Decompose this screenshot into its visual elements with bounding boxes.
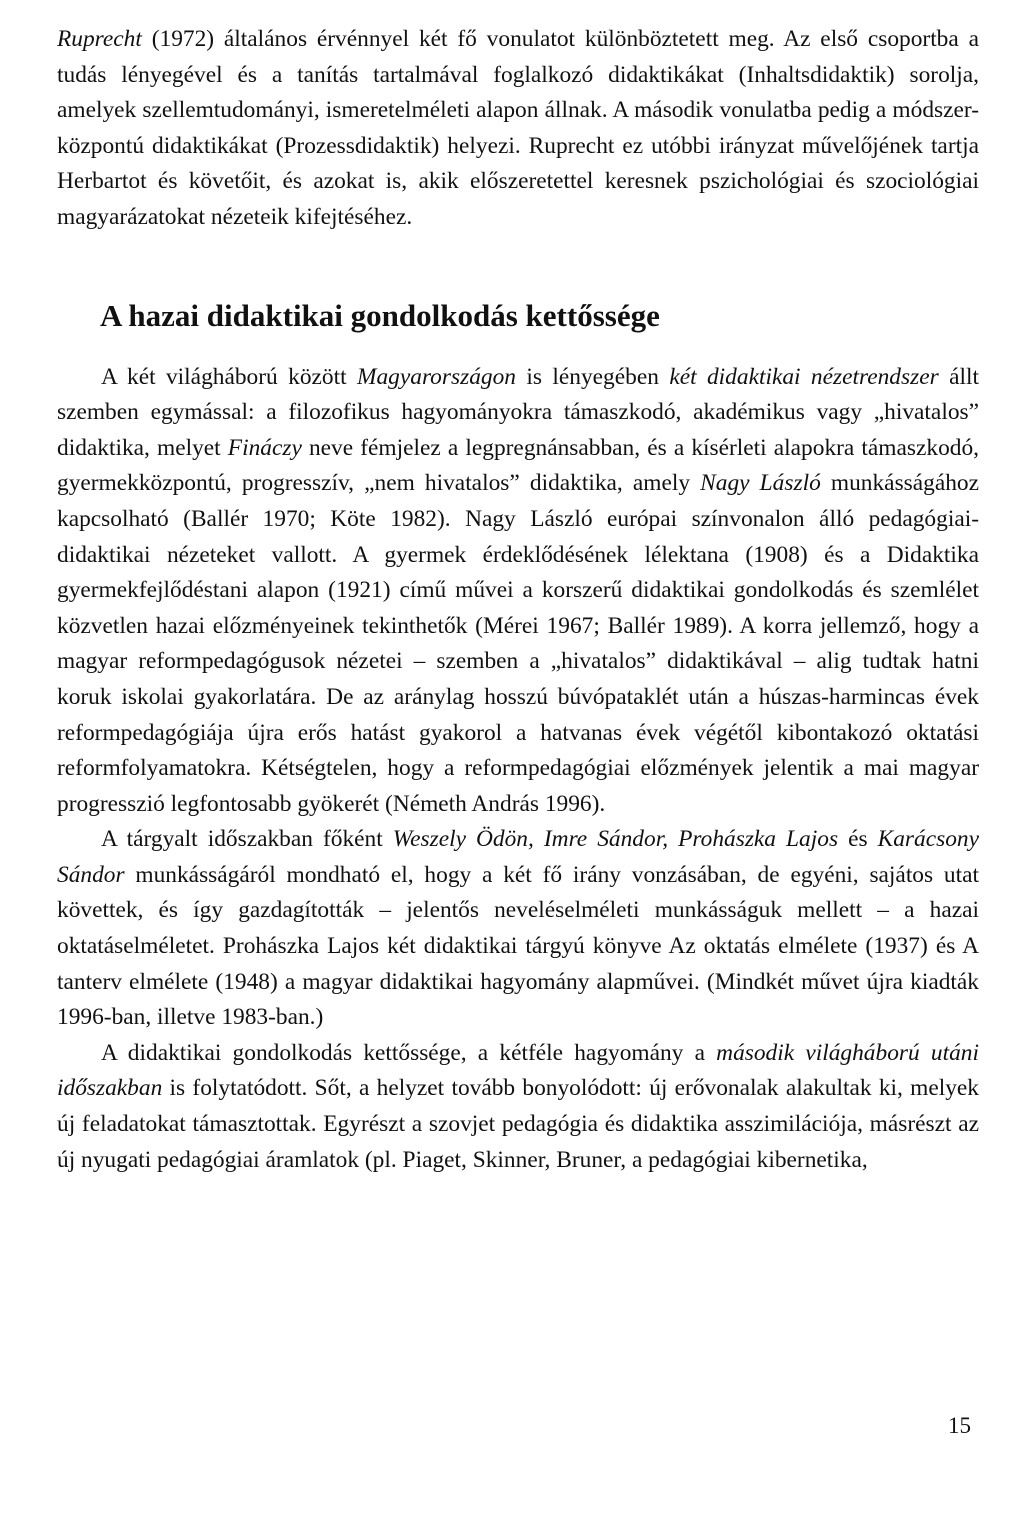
paragraph-1 xyxy=(57,22,979,236)
paragraph-3 xyxy=(57,822,979,1036)
paragraph-2 xyxy=(57,360,979,823)
text-run: A tárgyalt időszakban főként xyxy=(101,826,393,853)
text-run: is folytatódott. Sőt, a helyzet tovább bonyolódott: új erővonalak alakultak ki, melyek új feladatokat támasztottak. Egyrészt a szovjet pedagógia és didaktika asszimilációja, másrészt az új nyugati pedagógiai áramlatok (pl. Piaget, Skinner, Bruner, a pedagógiai kibernetika, xyxy=(57,1075,979,1173)
paragraph-4 xyxy=(57,1036,979,1178)
text-run: A két világháború között xyxy=(101,363,357,390)
text-run: neve fémjelez a legpregnánsabban, és a kísérleti alapokra támaszkodó, gyermekközpontú, progresszív, „nem hivatalos” didaktika, amely xyxy=(57,434,979,497)
text-run: is lényegében xyxy=(515,363,670,390)
page-body xyxy=(57,22,979,1178)
italic-text: Fináczy xyxy=(227,434,302,461)
italic-text: Ruprecht xyxy=(57,26,142,52)
text-run: munkásságáról mondható el, hogy a két fő irány vonzásában, de egyéni, sajátos utat követtek, és így gazdagították – jelentős neveléselméleti munkásságuk mellett – a hazai oktatáselméletet. Prohászka Lajos két didaktikai tárgyú könyve Az oktatás elmélete (1937) és A tanterv elmélete (1948) a magyar didaktikai hagyomány alapművei. (Mindkét művet újra kiadták 1996-ban, illetve 1983-ban.) xyxy=(57,861,979,1031)
italic-text: második világháború utáni időszakban xyxy=(57,1039,979,1102)
section-heading: A hazai didaktikai gondolkodás kettőssége xyxy=(100,297,660,333)
page-number: 15 xyxy=(948,1413,971,1438)
italic-text: Magyarországon xyxy=(357,363,516,390)
italic-text: Weszely Ödön, Imre Sándor, Prohászka Lajos xyxy=(392,826,839,853)
italic-text: Karácsony Sándor xyxy=(57,826,979,888)
italic-text: Nagy László xyxy=(700,470,821,497)
text-run: munkásságához kapcsolható (Ballér 1970; Köte 1982). Nagy László európai színvonalon álló pedagógiai-didaktikai nézeteket vallott. A gyermek érdeklődésének lélektana (1908) és a Didaktika gyermekfejlődéstani alapon (1921) című művei a korszerű didaktikai gondolkodás és szemlélet közvetlen hazai előzményeinek tekinthetők (Mérei 1967; Ballér 1989). A korra jellemző, hogy a magyar reformpedagógusok nézetei – szemben a „hivatalos” didaktikával – alig tudtak hatni koruk iskolai gyakorlatára. De az aránylag hosszú búvópataklét után a húszas-harmincas évek reformpedagógiája újra erős hatást gyakorol a hatvanas évek végétől kibontakozó oktatási reformfolyamatokra. Kétségtelen, hogy a reformpedagógiai előzmények jelentik a mai magyar progresszió legfontosabb gyökerét (Németh András 1996). xyxy=(57,470,980,817)
text-run: állt szemben egymással: a filozofikus hagyományokra támaszkodó, akadémikus vagy „hivatalos” didaktika, melyet xyxy=(57,363,979,461)
text-run: és xyxy=(838,826,878,853)
text-run: (1972) általános érvénnyel két fő vonulatot különböztetett meg. Az első csoportba a tudás lényegével és a tanítás tartalmával foglalkozó didaktikákat (Inhaltsdidaktik) sorolja, amelyek szellemtudományi, ismeretelméleti alapon állnak. A második vonulatba pedig a módszer-központú didaktikákat (Prozessdidaktik) helyezi. Ruprecht ez utóbbi irányzat művelőjének tartja Herbartot és követőit, és azokat is, akik előszeretettel keresnek pszichológiai és szociológiai magyarázatokat nézeteik kifejtéséhez. xyxy=(57,26,979,230)
italic-text: két didaktikai nézetrendszer xyxy=(669,363,939,390)
text-run: A didaktikai gondolkodás kettőssége, a kétféle hagyomány a xyxy=(101,1039,717,1066)
